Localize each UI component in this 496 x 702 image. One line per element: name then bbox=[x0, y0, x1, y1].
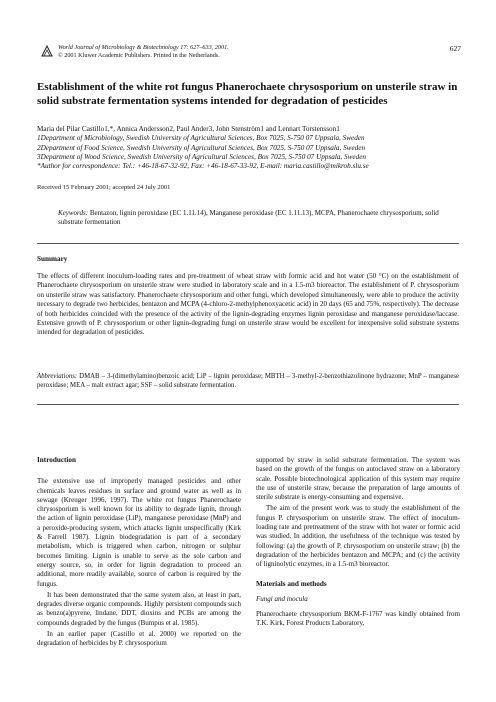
summary-heading: Summary bbox=[37, 255, 68, 263]
affiliation-2: 2Department of Food Science, Swedish University of Agricultural Sciences, Box 7025, S-750 07 Uppsala, Sweden bbox=[37, 143, 366, 152]
keywords-text: Bentazon, lignin peroxidase (EC 1.11.14), Manganese peroxidase (EC 1.11.13), MCPA, Phanerochaete chrysosporium, solid substrate fermentation bbox=[58, 209, 439, 226]
author-names: Maria del Pilar Castillo1,*, Annica Andersson2, Paul Ander3, John Stenström1 and Lennart Torstensson1 bbox=[37, 125, 340, 133]
paragraph: In an earlier paper (Castillo et al. 2000) we reported on the degradation of herbicides by P. chrysosporium bbox=[37, 630, 241, 648]
correspondence: *Author for correspondence: Tel.: +46-18-67-32-92, Fax: +46-18-67-33-92, E-mail: maria.castillo@mikrob.slu.se bbox=[37, 162, 369, 171]
subsection-heading: Fungi and inocula bbox=[256, 594, 308, 603]
summary-text: The effects of different inoculum-loading rates and pre-treatment of wheat straw with formic acid and hot water (50 °C) on the establishment of Phanerochaete chrysosporium on unsterile straw were studied in laboratory scale and in a 1.5-m3 bioreactor. The establishment of P. chrysosporium on unsterile straw was satisfactory. Phanerochaete chrysosporium and other fungi, which developed simultaneously, were able to produce the activity necessary to degrade two herbicides, bentazon and MCPA (4-chloro-2-methylphenoxyacetic acid) in 20 days (65 and 75%, respectively). The decrease of both herbicides coincided with the presence of the activity of the lignin-degrading enzymes lignin peroxidase and manganese peroxidase/laccase. Extensive growth of P. chrysosporium or other lignin-degrading fungi on unsterile straw would be excellent for inexpensive solid substrate systems intended for degradation of pesticides. bbox=[37, 272, 459, 337]
affiliation-3: 3Department of Wood Science, Swedish University of Agricultural Sciences, Box 7025, S-750 07 Uppsala, Sweden bbox=[37, 152, 366, 161]
abbreviations bbox=[37, 372, 459, 391]
received-dates: Received 15 February 2001; accepted 24 July 2001 bbox=[37, 184, 171, 191]
journal-line-1: World Journal of Microbiology & Biotechnology 17: 627–633, 2001. bbox=[58, 44, 229, 51]
paragraph: supported by straw in solid substrate fermentation. The system was based on the growth of the fungus on autoclaved straw on a laboratory scale. Possible biotechnological application of this system may require the use of unsterile straw, because the preparation of large amounts of sterile substrate is energy-consuming and expensive. bbox=[256, 456, 460, 502]
article-title: Establishment of the white rot fungus Phanerochaete chrysosporium on unsterile straw in solid substrate fermentation systems intended for degradation of pesticides bbox=[37, 81, 458, 107]
methods-heading: Materials and methods bbox=[256, 579, 327, 588]
journal-line-2: © 2001 Kluwer Academic Publishers. Printed in the Netherlands. bbox=[58, 52, 220, 59]
publisher-logo-icon bbox=[40, 44, 54, 58]
journal-header bbox=[58, 44, 388, 60]
abbreviations-text: DMAB – 3-(dimethylamino)benzoic acid; LiP – lignin peroxidase; MBTH – 3-methyl-2-benzothiazolinone hydrazone; MnP – manganese peroxidase; MEA – malt extract agar; SSF – solid substrate fermentation. bbox=[37, 373, 459, 390]
paragraph: Phanerochaete chrysosporium BKM-F-1767 was kindly obtained from T.K. Kirk, Forest Products Laboratory, bbox=[256, 610, 460, 628]
keywords-block bbox=[58, 209, 458, 227]
paragraph: The extensive use of improperly managed pesticides and other chemicals leaves residues in surface and ground water as well as in sewage (Kreuger 1996, 1997). The white rot fungus Phanerochaete chrysosporium is well known for its ability to degrade lignin, through the action of lignin peroxidase (LiP), manganese peroxidase (MnP) and a peroxide-producing system, which attacks lignin unspecifically (Kirk & Farrell 1987). Lignin biodegradation is part of a secondary metabolism, which is triggered when carbon, nitrogen or sulphur becomes limiting. Lignin is unable to serve as the sole carbon and energy source, so, in order for lignin degradation to proceed an additional, more readily available, source of carbon is required by the fungus. bbox=[37, 477, 241, 588]
divider bbox=[37, 404, 459, 405]
page-number: 627 bbox=[449, 44, 461, 53]
paragraph: The aim of the present work was to study the establishment of the fungus P. chrysosporium on unsterile straw. The effect of inoculum-loading rate and pretreatment of the straw with hot water or formic acid was studied. In addition, the usefulness of the technique was tested by following: (a) the growth of P. chrysosporium on unsterile straw; (b) the degradation of the herbicides bentazon and MCPA; and (c) the activity of ligninolytic enzymes, in a 1.5-m3 bioreactor. bbox=[256, 504, 460, 569]
column-right bbox=[256, 456, 460, 631]
abbreviations-label: Abbreviations: bbox=[37, 373, 78, 380]
affiliation-1: 1Department of Microbiology, Swedish University of Agricultural Sciences, Box 7025, S-750 07 Uppsala, Sweden bbox=[37, 134, 365, 143]
column-left bbox=[37, 456, 241, 651]
divider bbox=[37, 243, 459, 244]
keywords-label: Keywords: bbox=[58, 209, 89, 217]
introduction-heading: Introduction bbox=[37, 456, 77, 464]
paragraph: It has been demonstrated that the same system also, at least in part, degrades diverse organic compounds. Highly persistent compounds such as benzo(a)pyrene, lindane, DDT, dioxins and PCBs are among the compounds degraded by the fungus (Bumpus et al. 1985). bbox=[37, 590, 241, 627]
authors-block bbox=[37, 125, 467, 171]
